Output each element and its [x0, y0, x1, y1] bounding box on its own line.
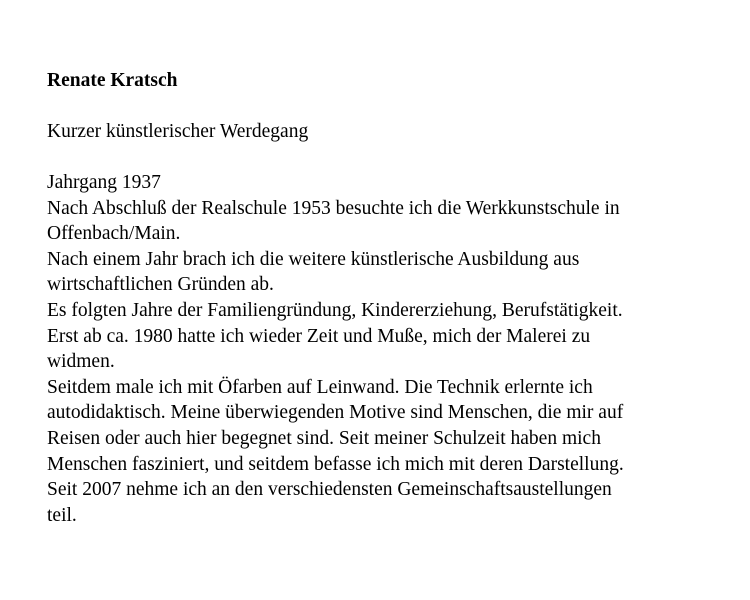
- document-subtitle: Kurzer künstlerischer Werdegang: [47, 121, 309, 142]
- text-line: wirtschaftlichen Gründen ab.: [47, 274, 274, 296]
- text-line: Jahrgang 1937: [47, 172, 161, 193]
- text-line: Es folgten Jahre der Familiengründung, Kindererziehung, Berufstätigkeit.: [47, 299, 623, 321]
- text-line: Nach Abschluß der Realschule 1953 besuchte ich die Werkkunstschule in: [47, 197, 620, 219]
- biography-text: [47, 170, 727, 528]
- text-line: autodidaktisch. Meine überwiegenden Motive sind Menschen, die mir auf: [47, 402, 624, 424]
- text-line: Erst ab ca. 1980 hatte ich wieder Zeit und Muße, mich der Malerei zu: [47, 325, 591, 347]
- text-line: Menschen fasziniert, und seitdem befasse ich mich mit deren Darstellung.: [47, 453, 624, 475]
- text-line: Seit 2007 nehme ich an den verschiedensten Gemeinschaftsaustellungen: [47, 479, 612, 501]
- text-line: Offenbach/Main.: [47, 223, 181, 245]
- author-name: Renate Kratsch: [47, 70, 178, 91]
- document-page: [47, 68, 727, 528]
- text-line: Reisen oder auch hier begegnet sind. Seit meiner Schulzeit haben mich: [47, 427, 601, 449]
- text-line: Nach einem Jahr brach ich die weitere künstlerische Ausbildung aus: [47, 248, 580, 270]
- text-line: widmen.: [47, 351, 115, 373]
- text-line: Seitdem male ich mit Öfarben auf Leinwand. Die Technik erlernte ich: [47, 376, 593, 398]
- text-line: teil.: [47, 504, 77, 526]
